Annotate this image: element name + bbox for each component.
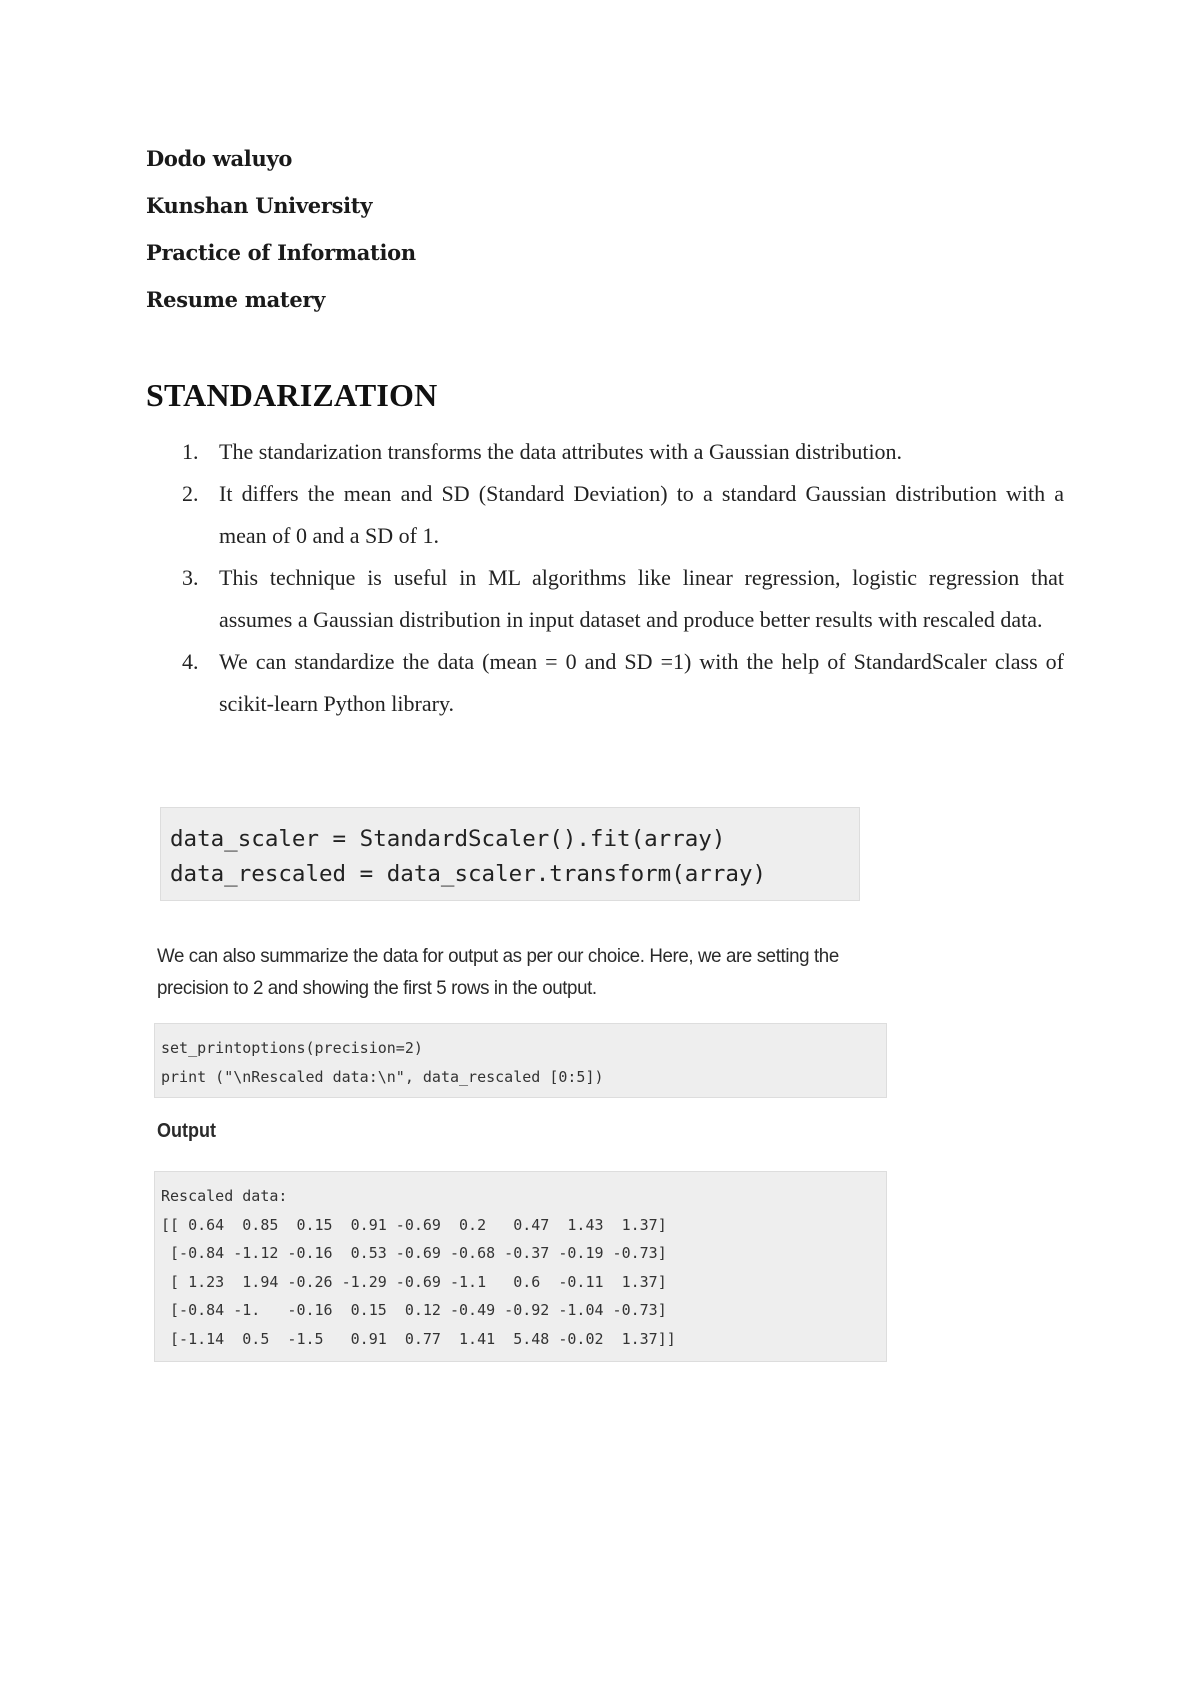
code-block-scaler [160, 807, 860, 901]
list-item-number: 4. [182, 649, 199, 674]
summary-paragraph: We can also summarize the data for output as per our choice. Here, we are setting the precision to 2 and showing the first 5 rows in the output. [157, 945, 839, 999]
list-item-number: 2. [182, 481, 199, 506]
course-name: Practice of Information [146, 240, 416, 265]
output-heading: Output [157, 1120, 216, 1142]
output-line: [ 1.23 1.94 -0.26 -1.29 -0.69 -1.1 0.6 -0.11 1.37] [161, 1272, 667, 1291]
list-item-text: The standarization transforms the data attributes with a Gaussian distribution. [219, 439, 903, 464]
university-name: Kunshan University [146, 193, 373, 218]
output-block [154, 1171, 887, 1362]
output-line: Rescaled data: [161, 1187, 288, 1205]
author-name: Dodo waluyo [146, 146, 293, 171]
output-line: [-0.84 -1. -0.16 0.15 0.12 -0.49 -0.92 -1.04 -0.73] [161, 1301, 667, 1320]
list-item-number: 3. [182, 565, 199, 590]
code-line: data_scaler = StandardScaler().fit(array) [170, 826, 726, 852]
standardization-list [146, 431, 1064, 725]
list-item [146, 641, 1064, 725]
code-line: data_rescaled = data_scaler.transform(array) [170, 861, 767, 887]
code-block-print [154, 1023, 887, 1098]
list-item [146, 431, 1064, 473]
list-item [146, 473, 1064, 557]
list-item-text: It differs the mean and SD (Standard Deviation) to a standard Gaussian distribution with a mean of 0 and a SD of 1. [219, 481, 1064, 548]
code-line: print ("\nRescaled data:\n", data_rescaled [0:5]) [161, 1067, 604, 1086]
output-line: [-1.14 0.5 -1.5 0.91 0.77 1.41 5.48 -0.02 1.37]] [161, 1329, 676, 1348]
output-line: [-0.84 -1.12 -0.16 0.53 -0.69 -0.68 -0.37 -0.19 -0.73] [161, 1244, 667, 1263]
list-item-number: 1. [182, 439, 199, 464]
section-heading: STANDARIZATION [146, 377, 438, 413]
list-item-text: This technique is useful in ML algorithms like linear regression, logistic regression that assumes a Gaussian distribution in input dataset and produce better results with rescaled data. [219, 565, 1064, 632]
output-line: [[ 0.64 0.85 0.15 0.91 -0.69 0.2 0.47 1.43 1.37] [161, 1215, 667, 1234]
document-title: Resume matery [146, 287, 326, 312]
list-item [146, 557, 1064, 641]
code-line: set_printoptions(precision=2) [161, 1039, 423, 1057]
list-item-text: We can standardize the data (mean = 0 and SD =1) with the help of StandardScaler class of scikit-learn Python library. [219, 649, 1064, 716]
